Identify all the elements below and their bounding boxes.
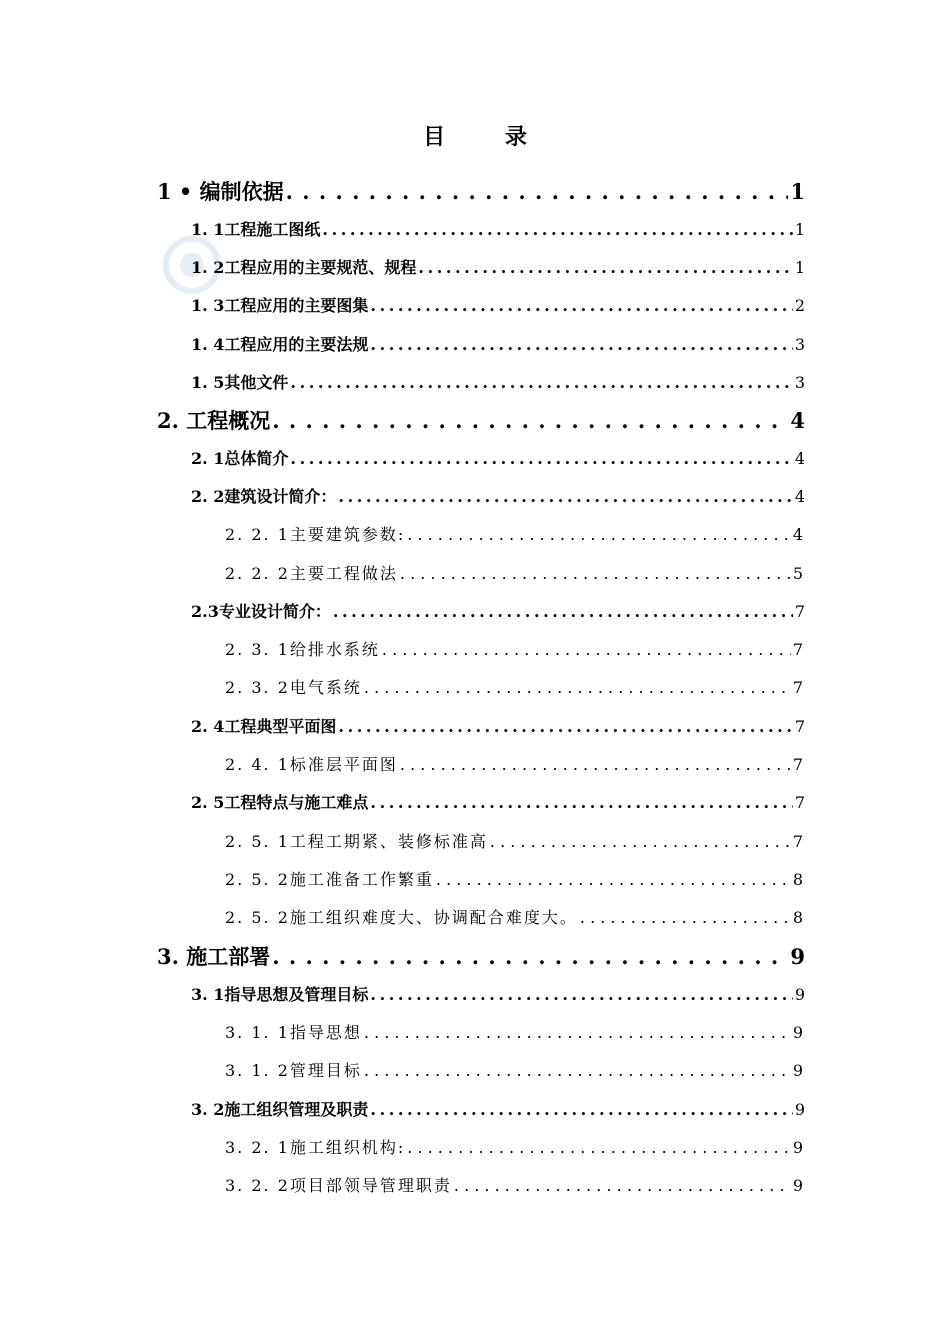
toc-entry-2-4[interactable]: [191, 714, 805, 738]
toc-entry-page: 9: [792, 1023, 805, 1042]
toc-leader-dots: [338, 487, 792, 506]
toc-leader-dots: [407, 1138, 791, 1157]
toc-entry-3-1-2[interactable]: [225, 1058, 805, 1082]
toc-entry-label: 1. 4工程应用的主要法规: [191, 335, 369, 354]
toc-entry-label: 2. 1总体简介: [191, 449, 289, 468]
toc-entry-label: 3. 1指导思想及管理目标: [191, 985, 369, 1004]
toc-entry-label: 2. 3. 1给排水系统: [225, 640, 380, 659]
toc-entry-2-5-2b[interactable]: [225, 905, 805, 929]
toc-entry-label: 1. 5其他文件: [191, 373, 289, 392]
toc-entry-page: 3: [794, 373, 805, 392]
toc-entry-page: 8: [792, 908, 805, 927]
toc-entry-2-5-1[interactable]: [225, 829, 805, 853]
toc-entry-1-2[interactable]: [191, 255, 805, 279]
toc-entry-page: 7: [794, 717, 805, 736]
toc-entry-1-1[interactable]: [191, 217, 805, 241]
toc-entry-3-1-1[interactable]: [225, 1020, 805, 1044]
toc-leader-dots: [333, 602, 793, 621]
toc-entry-page: 4: [792, 525, 805, 544]
toc-entry-label: 2.3专业设计简介：: [191, 602, 331, 621]
toc-leader-dots: [370, 335, 792, 354]
toc-leader-dots: [364, 678, 791, 697]
toc-entry-label: 3. 2. 1施工组织机构:: [225, 1138, 406, 1157]
toc-entry-page: 9: [790, 944, 805, 969]
toc-entry-label: 1 • 编制依据: [157, 179, 284, 204]
toc-leader-dots: [580, 908, 791, 927]
toc-entry-1-3[interactable]: [191, 293, 805, 317]
toc-leader-dots: [322, 220, 792, 239]
toc-entry-page: 3: [794, 335, 805, 354]
toc-entry-label: 3. 2. 2项目部领导管理职责: [225, 1176, 452, 1195]
toc-entry-label: 3. 施工部署: [157, 944, 271, 969]
toc-title: 目 录: [423, 124, 553, 150]
toc-entry-2-1[interactable]: [191, 446, 805, 470]
toc-entry-label: 2. 工程概况: [157, 408, 271, 433]
toc-entry-page: 7: [792, 755, 805, 774]
toc-leader-dots: [272, 944, 788, 969]
toc-entry-page: 9: [792, 1138, 805, 1157]
toc-entry-2-3-1[interactable]: [225, 637, 805, 661]
toc-leader-dots: [490, 832, 791, 851]
toc-leader-dots: [370, 296, 792, 315]
toc-entry-page: 7: [792, 678, 805, 697]
toc-entry-label: 2. 3. 2电气系统: [225, 678, 362, 697]
toc-leader-dots: [364, 1023, 791, 1042]
toc-entry-3-2-2[interactable]: [225, 1173, 805, 1197]
toc-leader-dots: [370, 985, 792, 1004]
toc-entry-1-5[interactable]: [191, 370, 805, 394]
toc-entry-2[interactable]: [157, 405, 805, 435]
toc-entry-page: 9: [794, 985, 805, 1004]
toc-entry-page: 5: [792, 564, 805, 583]
toc-entry-page: 7: [794, 793, 805, 812]
toc-entry-2-2-1[interactable]: [225, 522, 805, 546]
toc-entry-page: 1: [794, 258, 805, 277]
toc-entry-1-4[interactable]: [191, 332, 805, 356]
toc-leader-dots: [418, 258, 792, 277]
toc-entry-page: 4: [794, 487, 805, 506]
toc-entry-page: 1: [790, 179, 805, 204]
toc-leader-dots: [407, 525, 791, 544]
toc-entry-label: 3. 1. 1指导思想: [225, 1023, 362, 1042]
toc-entry-2-5[interactable]: [191, 790, 805, 814]
toc-entry-label: 2. 5. 1工程工期紧、装修标准高: [225, 832, 488, 851]
toc-entry-1[interactable]: [157, 176, 805, 206]
toc-entry-label: 3. 1. 2管理目标: [225, 1061, 362, 1080]
toc-entry-label: 2. 5工程特点与施工难点: [191, 793, 369, 812]
toc-leader-dots: [338, 717, 792, 736]
toc-leader-dots: [272, 408, 788, 433]
toc-entry-label: 2. 2. 2主要工程做法: [225, 564, 398, 583]
toc-entry-label: 2. 4工程典型平面图: [191, 717, 337, 736]
toc-leader-dots: [436, 870, 791, 889]
toc-entry-2-2-2[interactable]: [225, 561, 805, 585]
toc-entry-page: 2: [794, 296, 805, 315]
toc-entry-3-2[interactable]: [191, 1097, 805, 1121]
toc-entry-label: 2. 5. 2施工组织难度大、协调配合难度大。: [225, 908, 578, 927]
toc-entry-3-2-1[interactable]: [225, 1135, 805, 1159]
toc-entry-label: 2. 2. 1主要建筑参数:: [225, 525, 406, 544]
toc-entry-2-3[interactable]: [191, 599, 805, 623]
toc-leader-dots: [382, 640, 791, 659]
toc-entry-page: 7: [792, 640, 805, 659]
toc-entry-label: 1. 2工程应用的主要规范、规程: [191, 258, 417, 277]
toc-entry-label: 2. 2建筑设计简介：: [191, 487, 337, 506]
toc-leader-dots: [286, 179, 789, 204]
toc-entry-3-1[interactable]: [191, 982, 805, 1006]
toc-entry-label: 1. 3工程应用的主要图集: [191, 296, 369, 315]
toc-entry-2-3-2[interactable]: [225, 675, 805, 699]
toc-entry-3[interactable]: [157, 941, 805, 971]
toc-entry-page: 9: [792, 1061, 805, 1080]
toc-entry-page: 7: [794, 602, 805, 621]
toc-entry-label: 3. 2施工组织管理及职责: [191, 1100, 369, 1119]
toc-leader-dots: [290, 449, 792, 468]
toc-leader-dots: [370, 1100, 792, 1119]
toc-entry-page: 9: [794, 1100, 805, 1119]
toc-leader-dots: [364, 1061, 791, 1080]
toc-entry-2-4-1[interactable]: [225, 752, 805, 776]
toc-leader-dots: [290, 373, 792, 392]
toc-entry-page: 9: [792, 1176, 805, 1195]
toc-entry-page: 4: [790, 408, 805, 433]
toc-leader-dots: [454, 1176, 791, 1195]
toc-entry-2-2[interactable]: [191, 484, 805, 508]
toc-leader-dots: [370, 793, 792, 812]
toc-leader-dots: [400, 564, 791, 583]
toc-entry-label: 2. 5. 2施工准备工作繁重: [225, 870, 434, 889]
toc-entry-page: 1: [794, 220, 805, 239]
toc-entry-page: 7: [792, 832, 805, 851]
toc-entry-label: 1. 1工程施工图纸: [191, 220, 321, 239]
toc-entry-2-5-2a[interactable]: [225, 867, 805, 891]
toc-leader-dots: [400, 755, 791, 774]
toc-entry-page: 4: [794, 449, 805, 468]
toc-entry-page: 8: [792, 870, 805, 889]
toc-entry-label: 2. 4. 1标准层平面图: [225, 755, 398, 774]
